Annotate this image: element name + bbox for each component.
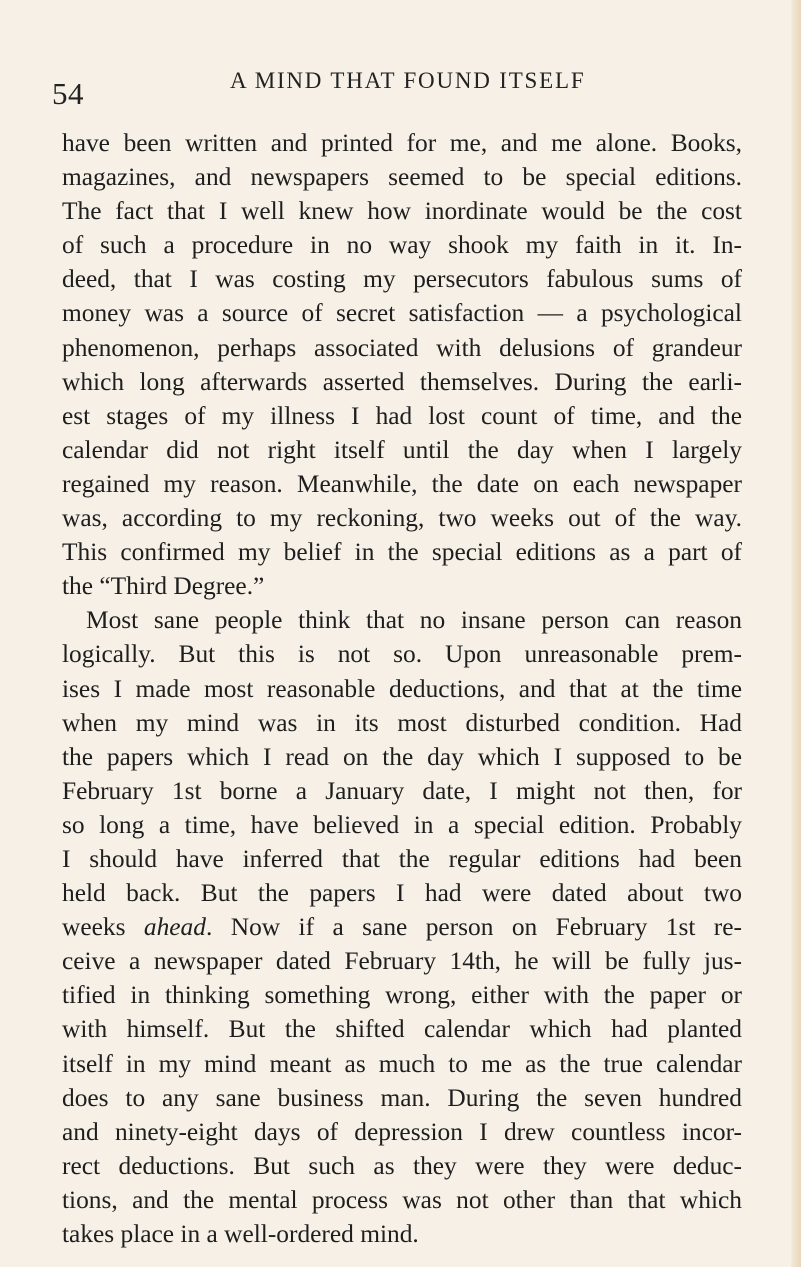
text-line: deed, that I was costing my persecutors fabulous sums of: [62, 265, 742, 294]
text-line: which long afterwards asserted themselves. During the earli-: [62, 367, 742, 396]
text-line: of such a procedure in no way shook my faith in it. In-: [62, 231, 742, 260]
paragraph-1: [62, 126, 742, 603]
text-line: phenomenon, perhaps associated with delusions of grandeur: [62, 333, 742, 362]
text-line: February 1st borne a January date, I might not then, for: [62, 776, 742, 805]
text-line: have been written and printed for me, and me alone. Books,: [62, 129, 742, 157]
text-line: regained my reason. Meanwhile, the date on each newspaper: [62, 469, 742, 498]
text-line: tified in thinking something wrong, either with the paper or: [62, 981, 742, 1010]
text-line: money was a source of secret satisfaction — a psychological: [62, 299, 742, 328]
text-line: held back. But the papers I had were dated about two: [62, 879, 742, 908]
text-line: ceive a newspaper dated February 14th, he will be fully jus-: [62, 947, 742, 976]
page-header: [52, 64, 752, 111]
text-line: itself in my mind meant as much to me as the true calendar: [62, 1049, 742, 1078]
running-head: A MIND THAT FOUND ITSELF: [230, 68, 586, 93]
text-line: the “Third Degree.”: [62, 572, 265, 601]
text-line: so long a time, have believed in a special edition. Probably: [62, 810, 742, 839]
text-line: does to any sane business man. During the seven hundred: [62, 1083, 742, 1112]
text-line: magazines, and newspapers seemed to be special editions.: [62, 163, 742, 192]
text-line: logically. But this is not so. Upon unreasonable prem-: [62, 640, 742, 669]
text-line: ises I made most reasonable deductions, and that at the time: [62, 674, 742, 703]
text-line: the papers which I read on the day which I supposed to be: [62, 742, 742, 771]
text-line: calendar did not right itself until the day when I largely: [62, 435, 742, 464]
text-line-with-italic: weeks ahead. Now if a sane person on February 1st re-: [62, 913, 742, 942]
page-edge-shadow: [791, 0, 801, 1267]
emphasized-word: ahead: [143, 913, 206, 942]
text-line: rect deductions. But such as they were they were deduc-: [62, 1151, 742, 1180]
text-line: and ninety-eight days of depression I drew countless incor-: [62, 1117, 742, 1146]
text-line: when my mind was in its most disturbed condition. Had: [62, 708, 742, 737]
text-line: I should have inferred that the regular editions had been: [62, 844, 742, 873]
paragraph-2: [62, 603, 742, 1251]
text-line: takes place in a well-ordered mind.: [62, 1220, 419, 1248]
text-line: The fact that I well knew how inordinate would be the cost: [62, 197, 742, 226]
body-text: [62, 126, 742, 1251]
text-line: est stages of my illness I had lost count of time, and the: [62, 401, 742, 430]
text-line: with himself. But the shifted calendar which had planted: [62, 1015, 742, 1044]
page-number: 54: [52, 76, 84, 111]
text-line: Most sane people think that no insane person can reason: [86, 606, 742, 635]
text-line: was, according to my reckoning, two weeks out of the way.: [62, 504, 742, 533]
text-line: This confirmed my belief in the special editions as a part of: [62, 538, 742, 567]
text-line: tions, and the mental process was not other than that which: [62, 1185, 742, 1214]
